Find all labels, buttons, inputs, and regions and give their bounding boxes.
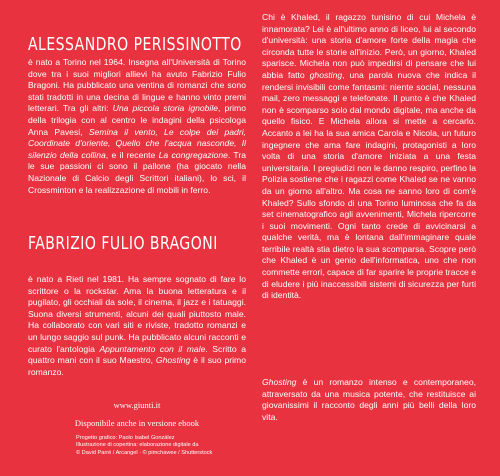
author-bio-1: è nato a Torino nel 1964. Insegna all'Università di Torino dove tra i suoi migliori allievi ha avuto Fabrizio Fulio Bragoni. Ha pubblicato una ventina di romanzi che sono stati tradotti in una decina di lingue e hanno vinto premi letterari. Tra gli altri: Una piccola storia ignobile, primo della trilogia con al centro le indagini della psicologa Anna Pavesi, Semina il vento, Le colpe dei padri, Coordinate d'oriente, Quello che l'acqua nasconde, Il silenzio della collina, e il recente La congregazione. Tra le sue passioni ci sono il pallone (ha giocato nella Nazionale di Calcio degli Scrittori italiani), lo sci, il Crossminton e la realizzazione di mobili in ferro.: [28, 57, 246, 195]
credit-line: Illustrazione di copertina: elaborazione digitale da: [76, 442, 199, 449]
author-name-1: ALESSANDRO PERISSINOTTO: [28, 35, 242, 55]
author-name-2: FABRIZIO FULIO BRAGONI: [28, 234, 218, 254]
credit-line: © David Parré / Arcangel · © pimchawee / Shutterstock: [76, 449, 213, 456]
ebook-availability: Disponibile anche in versione ebook: [74, 418, 200, 428]
credit-line: Progetto grafico: Paolo Isabel González: [76, 435, 175, 441]
book-synopsis-closing: Ghosting è un romanzo intenso e contemporaneo, attraversato da una musica potente, che restituisce ai giovanissimi il racconto degli anni più belli della loro vita.: [262, 377, 476, 422]
cover-credits: [76, 435, 216, 457]
publisher-website: www.giunti.it: [113, 400, 161, 410]
author-bio-2: è nato a Rieti nel 1981. Ha sempre sognato di fare lo scrittore o la rockstar. Ama la buona letteratura e il pugilato, gli occhiali da sole, il cinema, il jazz e i tatuaggi. Suona diversi strumenti, alcuni dei quali piuttosto male. Ha collaborato con vari siti e riviste, tradotto romanzi e un lungo saggio sul punk. Ha pubblicato alcuni racconti e curato l'antologia Appuntamento con il male. Scritto a quattro mani con il suo Maestro, Ghosting è il suo primo romanzo.: [28, 274, 247, 377]
book-synopsis: Chi è Khaled, il ragazzo tunisino di cui Michela è innamorata? Lei è all'ultimo anno di liceo, lui al secondo d'università: una storia d'amore forte della magia che circonda tutte le storie all'inizio. Però, un giorno, Khaled sparisce. Michela non può impedirsi di pensare che lui abbia fatto ghosting, una parola nuova che indica il rendersi invisibili come fantasmi: niente social, nessuna mail, zero messaggi e telefonate. Il punto è che Khaled non è scomparso solo dal mondo digitale, ma anche da quello fisico. E Michela allora si mette a cercarlo. Accanto a lei ha la sua amica Carola e Nicola, un futuro ingegnere che ama fare indagini, protagonisti a loro volta di una storia d'amore iniziata a una festa universitaria. I pregiudizi non le danno respiro, perfino la Polizia sostiene che i ragazzi come Khaled se ne vanno da un giorno all'altro. Ma cosa ne sanno loro di com'è Khaled? Sullo sfondo di una Torino luminosa che fa da set cinematografico agli avvenimenti, Michela ripercorre i suoi movimenti. Ogni tanto crede di avvicinarsi a qualche verità, ma è lontana dall'immaginare quale terribile realtà stia dietro la sua scomparsa. Scopre però che Khaled è un genio dell'informatica, uno che non commette errori, capace di far sparire le proprie tracce e di eludere i più inaccessibili sistemi di sicurezza per furti di identità.: [262, 12, 477, 301]
